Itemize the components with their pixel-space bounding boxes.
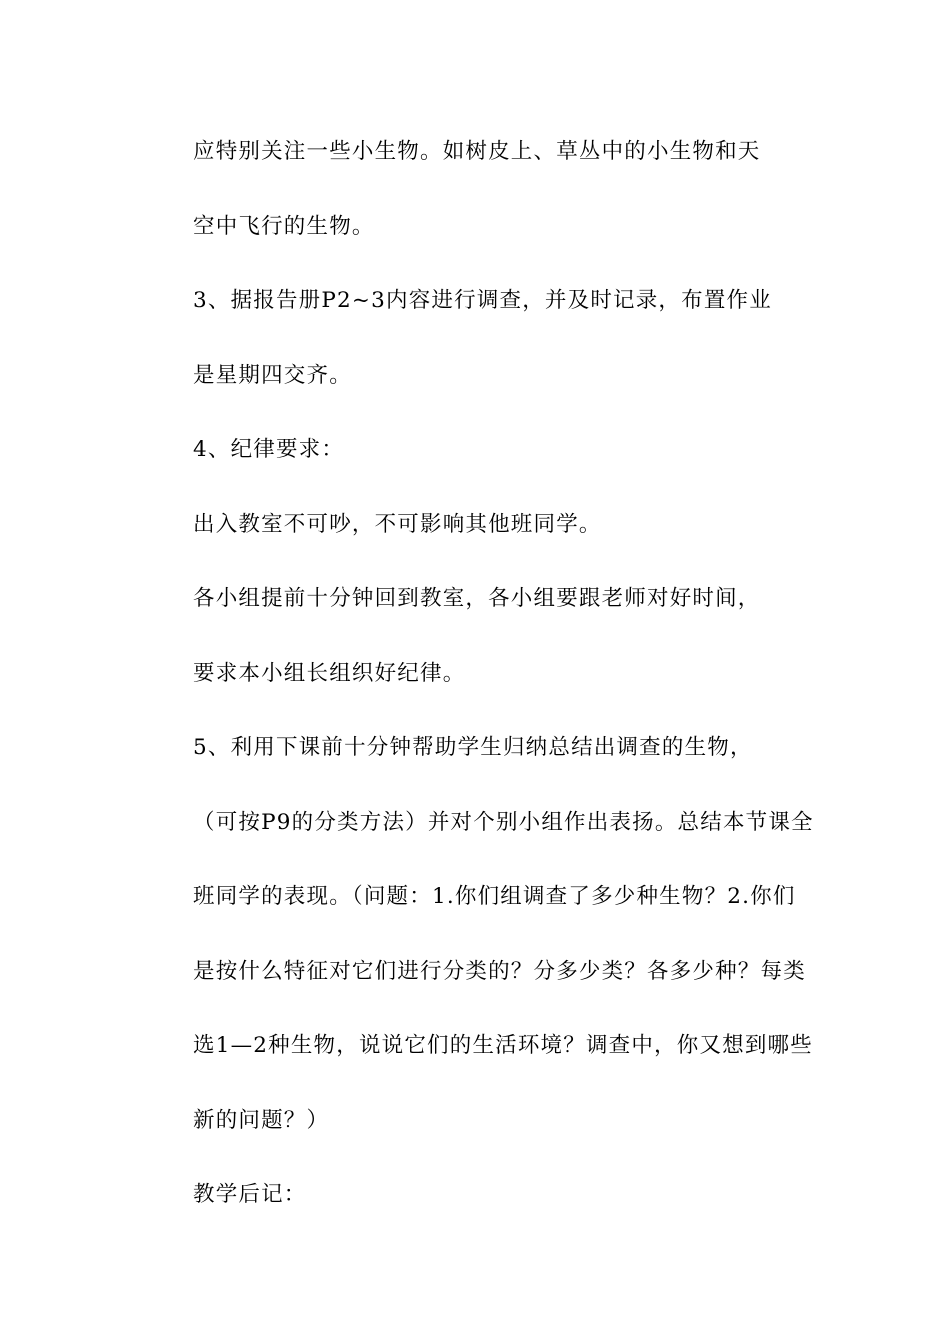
text-line: （可按P9的分类方法）并对个别小组作出表扬。总结本节课全 (193, 809, 814, 835)
text-line: 出入教室不可吵，不可影响其他班同学。 (193, 511, 602, 537)
text-line: 班同学的表现。（问题：1.你们组调查了多少种生物？2.你们 (193, 884, 796, 909)
text-line: 各小组提前十分钟回到教室，各小组要跟老师对好时间， (193, 586, 761, 611)
text-line: 空中飞行的生物。 (193, 213, 375, 239)
text-line: 是按什么特征对它们进行分类的？分多少类？各多少种？每类 (193, 958, 806, 984)
paragraph-step-5-summary (146, 711, 814, 1158)
text-line: 是星期四交齐。 (193, 362, 352, 388)
paragraph-step-3-investigation (146, 264, 806, 413)
text-line: 4、纪律要求： (193, 437, 345, 462)
text-line: 教学后记： (193, 1182, 307, 1207)
paragraph-classroom-rule (146, 488, 806, 563)
text-line: 新的问题？） (193, 1107, 330, 1133)
paragraph-group-return-rule (146, 562, 806, 711)
paragraph-step-4-discipline-heading (146, 413, 806, 488)
document-body (146, 115, 814, 1233)
paragraph-observe-small-organisms (146, 115, 806, 264)
text-line: 要求本小组长组织好纪律。 (193, 660, 466, 686)
text-line: 5、利用下课前十分钟帮助学生归纳总结出调查的生物， (193, 735, 753, 760)
paragraph-teaching-notes-heading (146, 1158, 806, 1233)
text-line: 3、据报告册P2~3内容进行调查，并及时记录，布置作业 (193, 288, 772, 313)
text-line: 选1—2种生物，说说它们的生活环境？调查中，你又想到哪些 (193, 1033, 813, 1058)
text-line: 应特别关注一些小生物。如树皮上、草丛中的小生物和天 (193, 139, 761, 164)
